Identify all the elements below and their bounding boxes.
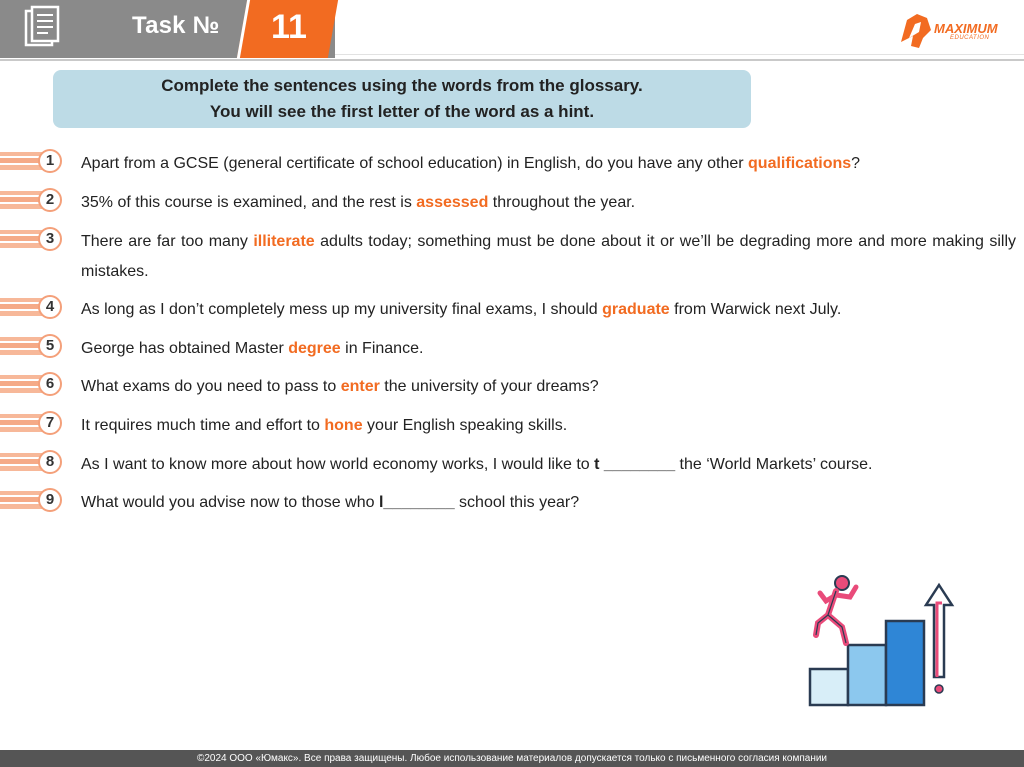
sentence-text: your English speaking skills.	[362, 417, 568, 434]
sentence-text: school this year?	[454, 494, 580, 511]
answer-word: assessed	[416, 194, 489, 211]
task-label: Task №	[132, 12, 220, 39]
answer-word: hone	[324, 417, 363, 434]
item-sentence	[81, 488, 1016, 518]
item-number: 2	[38, 188, 62, 212]
sentence-text: the ‘World Markets’ course.	[675, 456, 873, 473]
item-sentence	[81, 450, 1016, 480]
answer-word: qualifications	[748, 155, 852, 172]
instruction-line-1: Complete the sentences using the words from the glossary.	[161, 76, 643, 95]
sentence-text: in Finance.	[340, 340, 424, 357]
sentence-text: Apart from a GCSE (general certificate of school education) in English, do you have any other	[81, 155, 749, 172]
sentence-text: from Warwick next July.	[669, 301, 842, 318]
sentence-text: What exams do you need to pass to	[81, 378, 341, 395]
item-sentence	[81, 334, 1016, 364]
item-number: 1	[38, 149, 62, 173]
item-number: 3	[38, 227, 62, 251]
blank-hint: t ________	[594, 456, 676, 473]
sentence-text: There are far too many	[81, 233, 254, 250]
item-number: 5	[38, 334, 62, 358]
logo-text: MAXIMUM	[934, 21, 998, 36]
sentence-text: the university of your dreams?	[379, 378, 599, 395]
item-number: 6	[38, 372, 62, 396]
item-sentence	[81, 411, 1016, 441]
item-number: 4	[38, 295, 62, 319]
blank-hint: l________	[378, 494, 455, 511]
sentence-text: What would you advise now to those who	[81, 494, 379, 511]
sentence-text: As I want to know more about how world economy works, I would like to	[81, 456, 595, 473]
item-number: 9	[38, 488, 62, 512]
sentence-text: George has obtained Master	[81, 340, 289, 357]
sentence-text: It requires much time and effort to	[81, 417, 325, 434]
item-number: 7	[38, 411, 62, 435]
sentence-text: As long as I don’t completely mess up my university final exams, I should	[81, 301, 603, 318]
item-number: 8	[38, 450, 62, 474]
item-sentence	[81, 188, 1016, 218]
answer-word: degree	[288, 340, 341, 357]
answer-word: illiterate	[253, 233, 315, 250]
answer-word: enter	[340, 378, 380, 395]
task-number: 11	[271, 8, 307, 46]
sentence-text: 35% of this course is examined, and the rest is	[81, 194, 417, 211]
item-sentence	[81, 295, 1016, 325]
sentence-text: ?	[851, 155, 861, 172]
logo-subtext: EDUCATION	[950, 35, 990, 41]
answer-word: graduate	[602, 301, 670, 318]
footer-copyright: ©2024 ООО «Юмакс». Все права защищены. Любое использование материалов допускается только с письменного согласия компании	[0, 750, 1024, 767]
instruction-line-2: You will see the first letter of the word as a hint.	[209, 102, 595, 121]
sentence-text: throughout the year.	[488, 194, 636, 211]
sentence-text: adults today; something must be done about it or we’ll be degrading more and more making silly mistakes.	[81, 233, 1016, 280]
climbing-stairs-illustration	[806, 573, 956, 709]
item-sentence	[81, 372, 1016, 402]
item-sentence	[81, 227, 1016, 287]
item-sentence	[81, 149, 1016, 179]
